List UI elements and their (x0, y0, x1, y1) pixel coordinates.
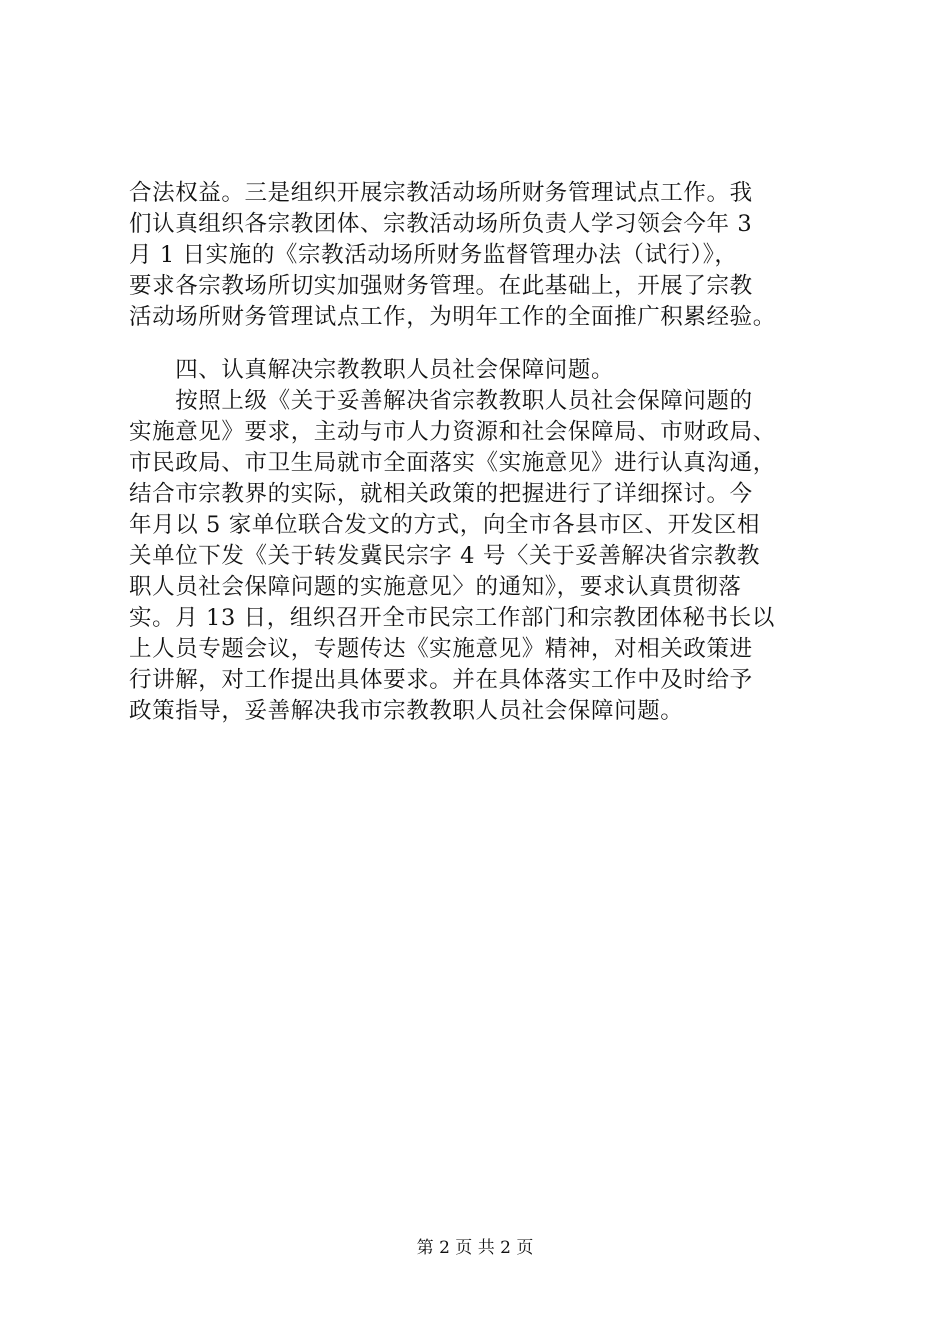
paragraph-line: 市民政局、市卫生局就市全面落实《实施意见》进行认真沟通， (129, 450, 776, 476)
document-body (129, 178, 849, 727)
paragraph-line: 实。月 13 日，组织召开全市民宗工作部门和宗教团体秘书长以 (129, 605, 775, 631)
paragraph-line: 政策指导，妥善解决我市宗教教职人员社会保障问题。 (129, 698, 684, 724)
paragraph-line: 活动场所财务管理试点工作，为明年工作的全面推广积累经验。 (129, 304, 776, 330)
paragraph-line: 职人员社会保障问题的实施意见〉的通知》，要求认真贯彻落 (129, 574, 742, 600)
paragraph-line: 月 1 日实施的《宗教活动场所财务监督管理办法（试行）》， (129, 242, 738, 268)
paragraph-line: 按照上级《关于妥善解决省宗教教职人员社会保障问题的 (129, 388, 753, 414)
paragraph-line: 年月以 5 家单位联合发文的方式，向全市各县市区、开发区相 (129, 512, 761, 538)
paragraph-line: 要求各宗教场所切实加强财务管理。在此基础上，开展了宗教 (129, 273, 753, 299)
paragraph-line: 上人员专题会议，专题传达《实施意见》精神，对相关政策进 (129, 636, 753, 662)
paragraph-line: 合法权益。三是组织开展宗教活动场所财务管理试点工作。我 (129, 180, 753, 206)
paragraph-line: 结合市宗教界的实际，就相关政策的把握进行了详细探讨。今 (129, 481, 753, 507)
paragraph-line: 实施意见》要求，主动与市人力资源和社会保障局、市财政局、 (129, 419, 776, 445)
paragraph-spacer (129, 333, 849, 355)
paragraph-line: 们认真组织各宗教团体、宗教活动场所负责人学习领会今年 3 (129, 211, 753, 237)
page-number-label: 第 2 页 共 2 页 (416, 1238, 534, 1258)
page-footer (0, 1237, 950, 1259)
section-heading: 四、认真解决宗教教职人员社会保障问题。 (129, 357, 615, 383)
paragraph-line: 行讲解，对工作提出具体要求。并在具体落实工作中及时给予 (129, 667, 753, 693)
paragraph-line: 关单位下发《关于转发冀民宗字 4 号〈关于妥善解决省宗教教 (129, 543, 761, 569)
